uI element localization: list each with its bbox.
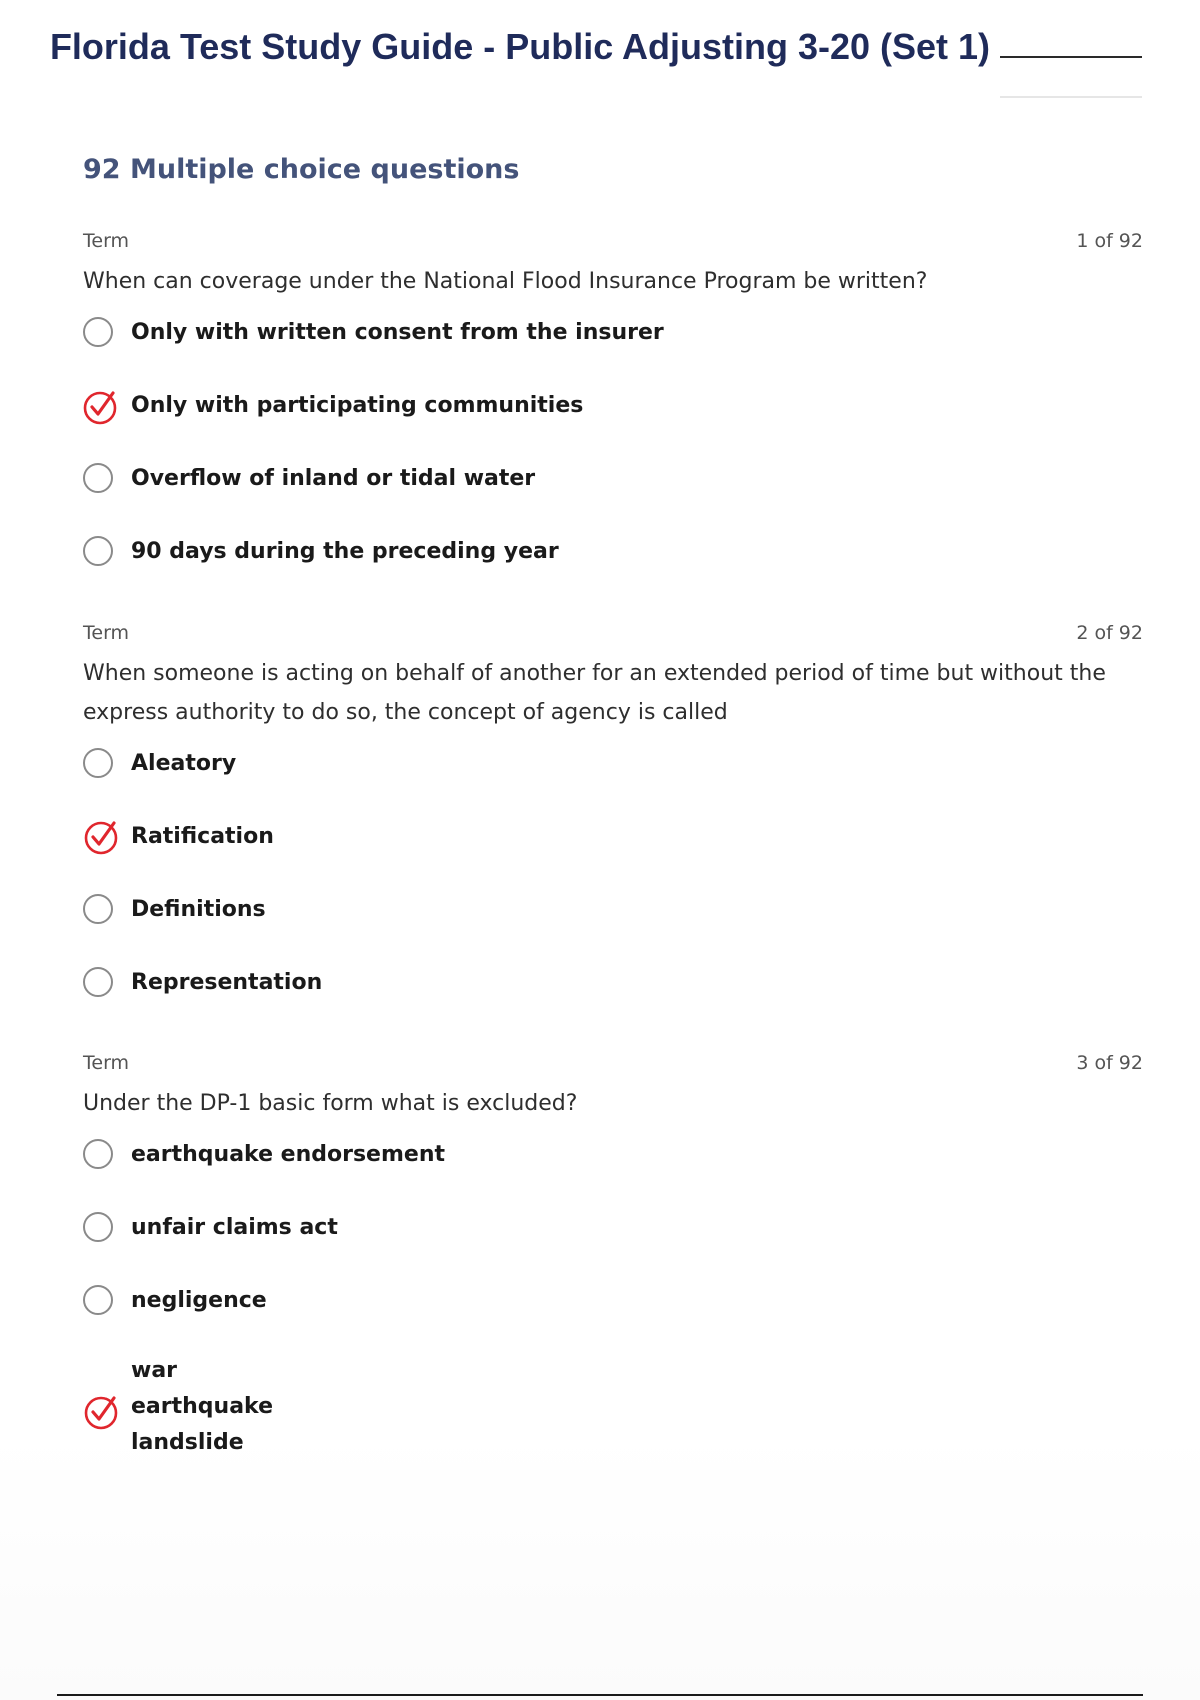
answer-option[interactable] <box>83 1138 1143 1211</box>
radio-circle-icon[interactable] <box>83 1285 113 1315</box>
question-card-1 <box>83 226 1143 608</box>
answer-option[interactable] <box>83 966 1143 1039</box>
option-label: Aleatory <box>131 751 237 776</box>
answer-options <box>83 747 1143 1039</box>
option-label: Ratification <box>131 824 274 849</box>
option-label-multiline <box>131 1353 273 1461</box>
option-label: negligence <box>131 1288 267 1313</box>
question-card-3 <box>83 1048 1143 1477</box>
option-label: Overflow of inland or tidal water <box>131 466 536 491</box>
term-label: Term <box>83 230 130 252</box>
answer-option[interactable] <box>83 316 1143 389</box>
question-prompt: When someone is acting on behalf of another for an extended period of time but without the express authority to do so, the concept of agency is called <box>83 661 1106 725</box>
red-check-circle-icon[interactable] <box>77 383 125 431</box>
answer-option-correct[interactable] <box>83 389 1143 462</box>
page-footer-rule <box>57 1694 1143 1696</box>
question-prompt: Under the DP-1 basic form what is excluded? <box>83 1091 578 1116</box>
term-label: Term <box>83 622 130 644</box>
answer-options <box>83 1138 1143 1477</box>
red-check-circle-icon[interactable] <box>77 1389 125 1437</box>
term-row <box>83 618 1143 648</box>
question-count-heading: 92 Multiple choice questions <box>83 154 520 185</box>
answer-option[interactable] <box>83 462 1143 535</box>
term-row <box>83 1048 1143 1078</box>
radio-circle-icon[interactable] <box>83 536 113 566</box>
answer-option[interactable] <box>83 535 1143 608</box>
option-label: Definitions <box>131 897 266 922</box>
answer-option[interactable] <box>83 1211 1143 1284</box>
radio-circle-icon[interactable] <box>83 967 113 997</box>
radio-circle-icon[interactable] <box>83 317 113 347</box>
document-title: Florida Test Study Guide - Public Adjusting 3-20 (Set 1) <box>49 26 991 67</box>
option-label: 90 days during the preceding year <box>131 539 559 564</box>
answer-option[interactable] <box>83 1284 1143 1357</box>
answer-option[interactable] <box>83 893 1143 966</box>
term-label: Term <box>83 1052 130 1074</box>
answer-options <box>83 316 1143 608</box>
radio-circle-icon[interactable] <box>83 1212 113 1242</box>
question-prompt: When can coverage under the National Flood Insurance Program be written? <box>83 269 928 294</box>
answer-option-correct[interactable] <box>83 820 1143 893</box>
option-line: landslide <box>131 1430 244 1455</box>
radio-circle-icon[interactable] <box>83 748 113 778</box>
option-label: Only with participating communities <box>131 393 584 418</box>
question-counter: 2 of 92 <box>1076 622 1143 644</box>
radio-circle-icon[interactable] <box>83 1139 113 1169</box>
option-label: Representation <box>131 970 323 995</box>
option-line: war <box>131 1358 178 1383</box>
option-label: unfair claims act <box>131 1215 338 1240</box>
question-counter: 3 of 92 <box>1076 1052 1143 1074</box>
question-counter: 1 of 92 <box>1076 230 1143 252</box>
answer-option-correct[interactable] <box>83 1357 1143 1477</box>
question-card-2 <box>83 618 1143 1039</box>
answer-option[interactable] <box>83 747 1143 820</box>
check-wrapper[interactable] <box>83 1395 123 1435</box>
red-check-circle-icon[interactable] <box>77 814 125 862</box>
option-label: Only with written consent from the insurer <box>131 320 664 345</box>
radio-circle-icon[interactable] <box>83 463 113 493</box>
option-line: earthquake <box>131 1394 274 1419</box>
title-rule-dark <box>1000 56 1142 58</box>
radio-circle-icon[interactable] <box>83 894 113 924</box>
option-label: earthquake endorsement <box>131 1142 446 1167</box>
title-rule-light <box>1000 96 1142 98</box>
term-row <box>83 226 1143 256</box>
